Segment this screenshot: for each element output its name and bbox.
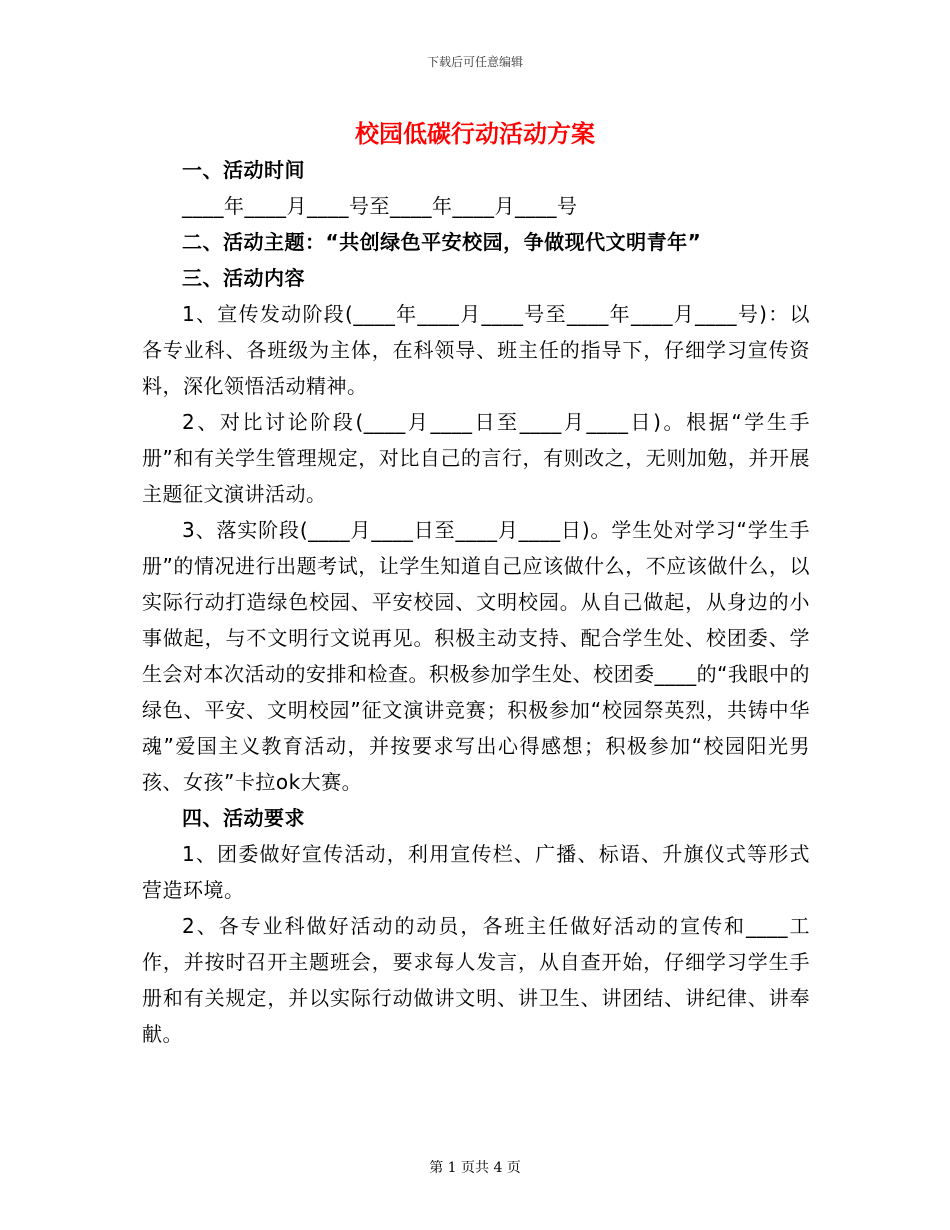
content-item-3: 3、落实阶段(____月____日至____月____日)。学生处对学习“学生手册”的情况进行出题考试，让学生知道自己应该做什么，不应该做什么，以实际行动打造绿色校园、平安校园、文明校园。从自己做起，从身边的小事做起，与不文明行文说再见。积极主动支持、配合学生处、校团委、学生会对本次活动的安排和检查。积极参加学生处、校团委____的“我眼中的绿色、平安、文明校园”征文演讲竞赛；积极参加“校园祭英烈，共铸中华魂”爱国主义教育活动，并按要求写出心得感想；积极参加“校园阳光男孩、女孩”卡拉ok大赛。 bbox=[142, 518, 810, 794]
section-heading-theme: 二、活动主题：“共创绿色平安校园，争做现代文明青年” bbox=[182, 230, 702, 254]
section-heading-time: 一、活动时间 bbox=[182, 158, 305, 182]
section-heading-content: 三、活动内容 bbox=[182, 266, 305, 290]
document-body bbox=[142, 152, 810, 1052]
document-title: 校园低碳行动活动方案 bbox=[355, 120, 595, 148]
requirement-item-1: 1、团委做好宣传活动，利用宣传栏、广播、标语、升旗仪式等形式营造环境。 bbox=[142, 842, 810, 902]
requirement-item-2: 2、各专业科做好活动的动员，各班主任做好活动的宣传和____工作，并按时召开主题班会，要求每人发言，从自查开始，仔细学习学生手册和有关规定，并以实际行动做讲文明、讲卫生、讲团结、讲纪律、讲奉献。 bbox=[142, 914, 810, 1046]
activity-time-line: ____年____月____号至____年____月____号 bbox=[182, 194, 578, 218]
page-number: 第 1 页共 4 页 bbox=[429, 1160, 521, 1176]
content-item-2: 2、对比讨论阶段(____月____日至____月____日)。根据“学生手册”和有关学生管理规定，对比自己的言行，有则改之，无则加勉，并开展主题征文演讲活动。 bbox=[142, 410, 810, 506]
section-heading-requirements: 四、活动要求 bbox=[182, 806, 305, 830]
header-note: 下载后可任意编辑 bbox=[426, 55, 523, 69]
content-item-1: 1、宣传发动阶段(____年____月____号至____年____月____号)：以各专业科、各班级为主体，在科领导、班主任的指导下，仔细学习宣传资料，深化领悟活动精神。 bbox=[142, 302, 810, 398]
